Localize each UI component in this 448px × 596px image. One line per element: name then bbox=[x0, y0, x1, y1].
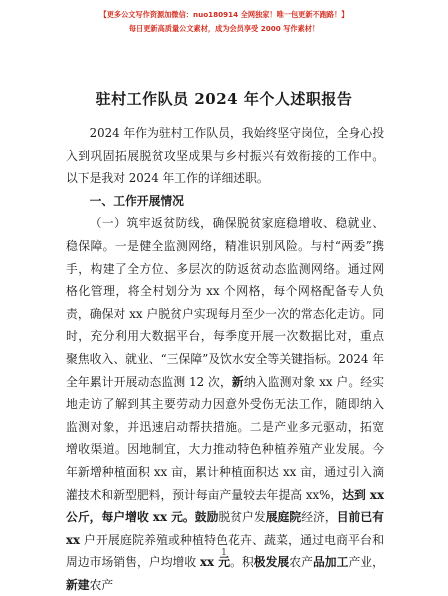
bold-run: 品加工 bbox=[312, 555, 349, 570]
text-run: 户开展庭院养殖或种植特色花卉、蔬菜，通过电商平台和周边市场销售，户均增收 bbox=[66, 532, 384, 570]
page-number: 1 bbox=[221, 548, 227, 558]
bold-run: 展庭院 bbox=[265, 510, 302, 525]
text-run: 。积 bbox=[230, 555, 254, 570]
bold-run: 极发展 bbox=[253, 555, 290, 570]
text-run: 农产 bbox=[289, 555, 313, 570]
bold-run: 新建 bbox=[66, 577, 90, 592]
text-run: 农产 bbox=[89, 577, 114, 592]
text-run: 产业， bbox=[348, 555, 384, 570]
promo-banner-line2: 每日更新高质量公文素材，成为会员享受 2000 写作素材！ bbox=[128, 24, 320, 33]
bold-run: 目前已有 xx bbox=[66, 510, 384, 547]
bold-run: xx 元 bbox=[200, 555, 231, 570]
promo-banner-line1: 【更多公文写作资源加微信：nuo180914 全网独家！唯一包更新不跑路！】 bbox=[99, 10, 349, 19]
document-body bbox=[66, 122, 384, 596]
text-run: 经济， bbox=[301, 510, 337, 525]
promo-banner bbox=[0, 8, 448, 36]
section-heading: 一、工作开展情况 bbox=[89, 193, 184, 208]
intro-paragraph: 2024 年作为驻村工作队员，我始终坚守岗位，全身心投入到巩固拓展脱贫攻坚成果与乡村振兴有效衔接的工作中。以下是我对 2024 年工作的详细述职。 bbox=[66, 126, 384, 186]
paragraph-1 bbox=[66, 212, 384, 596]
text-run: （一）筑牢返贫防线，确保脱贫家庭稳增收、稳就业、稳保障。一是健全监测网络，精准识别风险。与村“两委”携手，构建了全方位、多层次的防返贫动态监测网络。通过网格化管理，将全村划分为 xx 个网格，每个网格配备专人负责，确保对 xx 户脱贫户实现每月至少一次的常态化走访。同时，充分利用大数据平台，每季度开展一次数据比对，重点聚焦收入、就业、“三保障”及饮水安全等关键指标。2024 年全年累计开展动态监测 12 次， bbox=[66, 216, 384, 389]
bold-run: 达到 xx 公斤，每户增收 xx 元。鼓励 bbox=[66, 487, 384, 525]
bold-run: 新 bbox=[231, 374, 244, 389]
document-title: 驻村工作队员 2024 年个人述职报告 bbox=[95, 90, 353, 108]
text-run: 纳入监测对象 xx 户。经实地走访了解到其主要劳动力因意外受伤无法工作，随即纳入监测对象，并迅速启动帮扶措施。二是产业多元驱动，拓宽增收渠道。因地制宜，大力推动特色种植养殖产业发展。今年新增种植面积 xx 亩，累计种植面积达 xx 亩，通过引入滴灌技术和新型肥料，预计每亩产量较去年提高 xx%， bbox=[66, 374, 384, 502]
text-run: 脱贫户发 bbox=[218, 510, 266, 525]
